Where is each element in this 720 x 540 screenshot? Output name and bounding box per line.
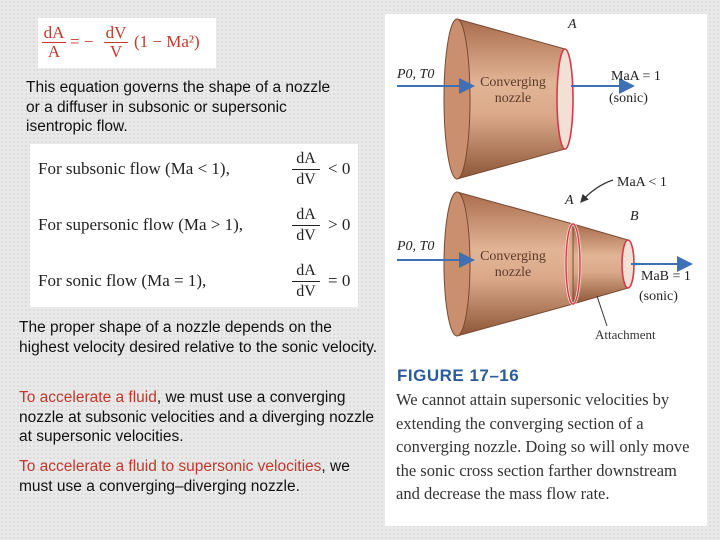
accelerate-rest: , we must use a converging nozzle at subsonic velocities and a diverging nozzle at supersonic velocities. [19, 389, 374, 445]
bottom-exit-label-2: (sonic) [639, 289, 678, 304]
accelerate-paragraph [19, 388, 381, 447]
top-nozzle-label-1: Converging [480, 75, 546, 90]
eq-lhs-num: dA [43, 23, 65, 42]
condition-relation: = 0 [328, 271, 351, 290]
intro-paragraph: This equation governs the shape of a nozzle or a diffuser in subsonic or supersonic isentropic flow. [26, 79, 331, 135]
figure-panel [385, 14, 707, 526]
condition-label: For subsonic flow (Ma < 1), [38, 159, 230, 178]
bottom-label-b: B [630, 209, 639, 224]
eq-rhs-tail: (1 − Ma²) [134, 32, 200, 51]
condition-num: dA [296, 150, 316, 167]
top-nozzle-label-2: nozzle [494, 91, 532, 106]
figure-caption: We cannot attain supersonic velocities by extending the converging section of a converging nozzle. Doing so will only move the sonic cross section farther downstream and decrease the mass flow rate. [396, 390, 690, 503]
condition-sonic [30, 258, 358, 310]
condition-supersonic [30, 202, 358, 254]
condition-relation: < 0 [328, 159, 351, 178]
supersonic-rest: , we must use a converging–diverging nozzle. [19, 458, 350, 495]
attachment-label: Attachment [595, 327, 656, 342]
condition-relation: > 0 [328, 215, 351, 234]
condition-den: dV [292, 281, 320, 302]
top-label-a: A [568, 17, 577, 32]
nozzle-diagram [385, 14, 707, 364]
condition-den: dV [292, 169, 320, 190]
bottom-nozzle-label-1: Converging [480, 249, 546, 264]
eq-rhs-den: V [104, 42, 128, 61]
condition-num: dA [296, 262, 316, 279]
flow-conditions-box [30, 144, 358, 307]
bottom-exit-label-1: MaB = 1 [641, 269, 691, 284]
bottom-nozzle [444, 192, 634, 336]
condition-label: For supersonic flow (Ma > 1), [38, 215, 244, 234]
top-exit-label-1: MaA = 1 [611, 69, 661, 84]
top-inlet-label: P0, T0 [397, 67, 435, 82]
area-velocity-equation [38, 18, 216, 68]
condition-num: dA [296, 206, 316, 223]
eq-rhs-num: dV [105, 23, 127, 42]
eq-lhs-den: A [42, 42, 66, 61]
bottom-ma-a-label: MaA < 1 [617, 175, 667, 190]
condition-subsonic [30, 146, 358, 198]
eq-equals: = − [70, 32, 94, 51]
condition-label: For sonic flow (Ma = 1), [38, 271, 207, 290]
bottom-nozzle-label-2: nozzle [494, 265, 532, 280]
condition-den: dV [292, 225, 320, 246]
bottom-inlet-label: P0, T0 [397, 239, 435, 254]
accelerate-highlight: To accelerate a fluid [19, 389, 157, 406]
ma-a-pointer-arrow [581, 180, 613, 202]
figure-title: FIGURE 17–16 [397, 366, 520, 385]
top-exit-label-2: (sonic) [609, 91, 648, 106]
supersonic-highlight: To accelerate a fluid to supersonic velocities [19, 458, 322, 475]
shape-paragraph: The proper shape of a nozzle depends on the highest velocity desired relative to the sonic velocity. [19, 319, 378, 356]
bottom-label-a: A [565, 193, 574, 208]
supersonic-paragraph [19, 457, 359, 496]
attachment-leader-line [597, 296, 607, 326]
